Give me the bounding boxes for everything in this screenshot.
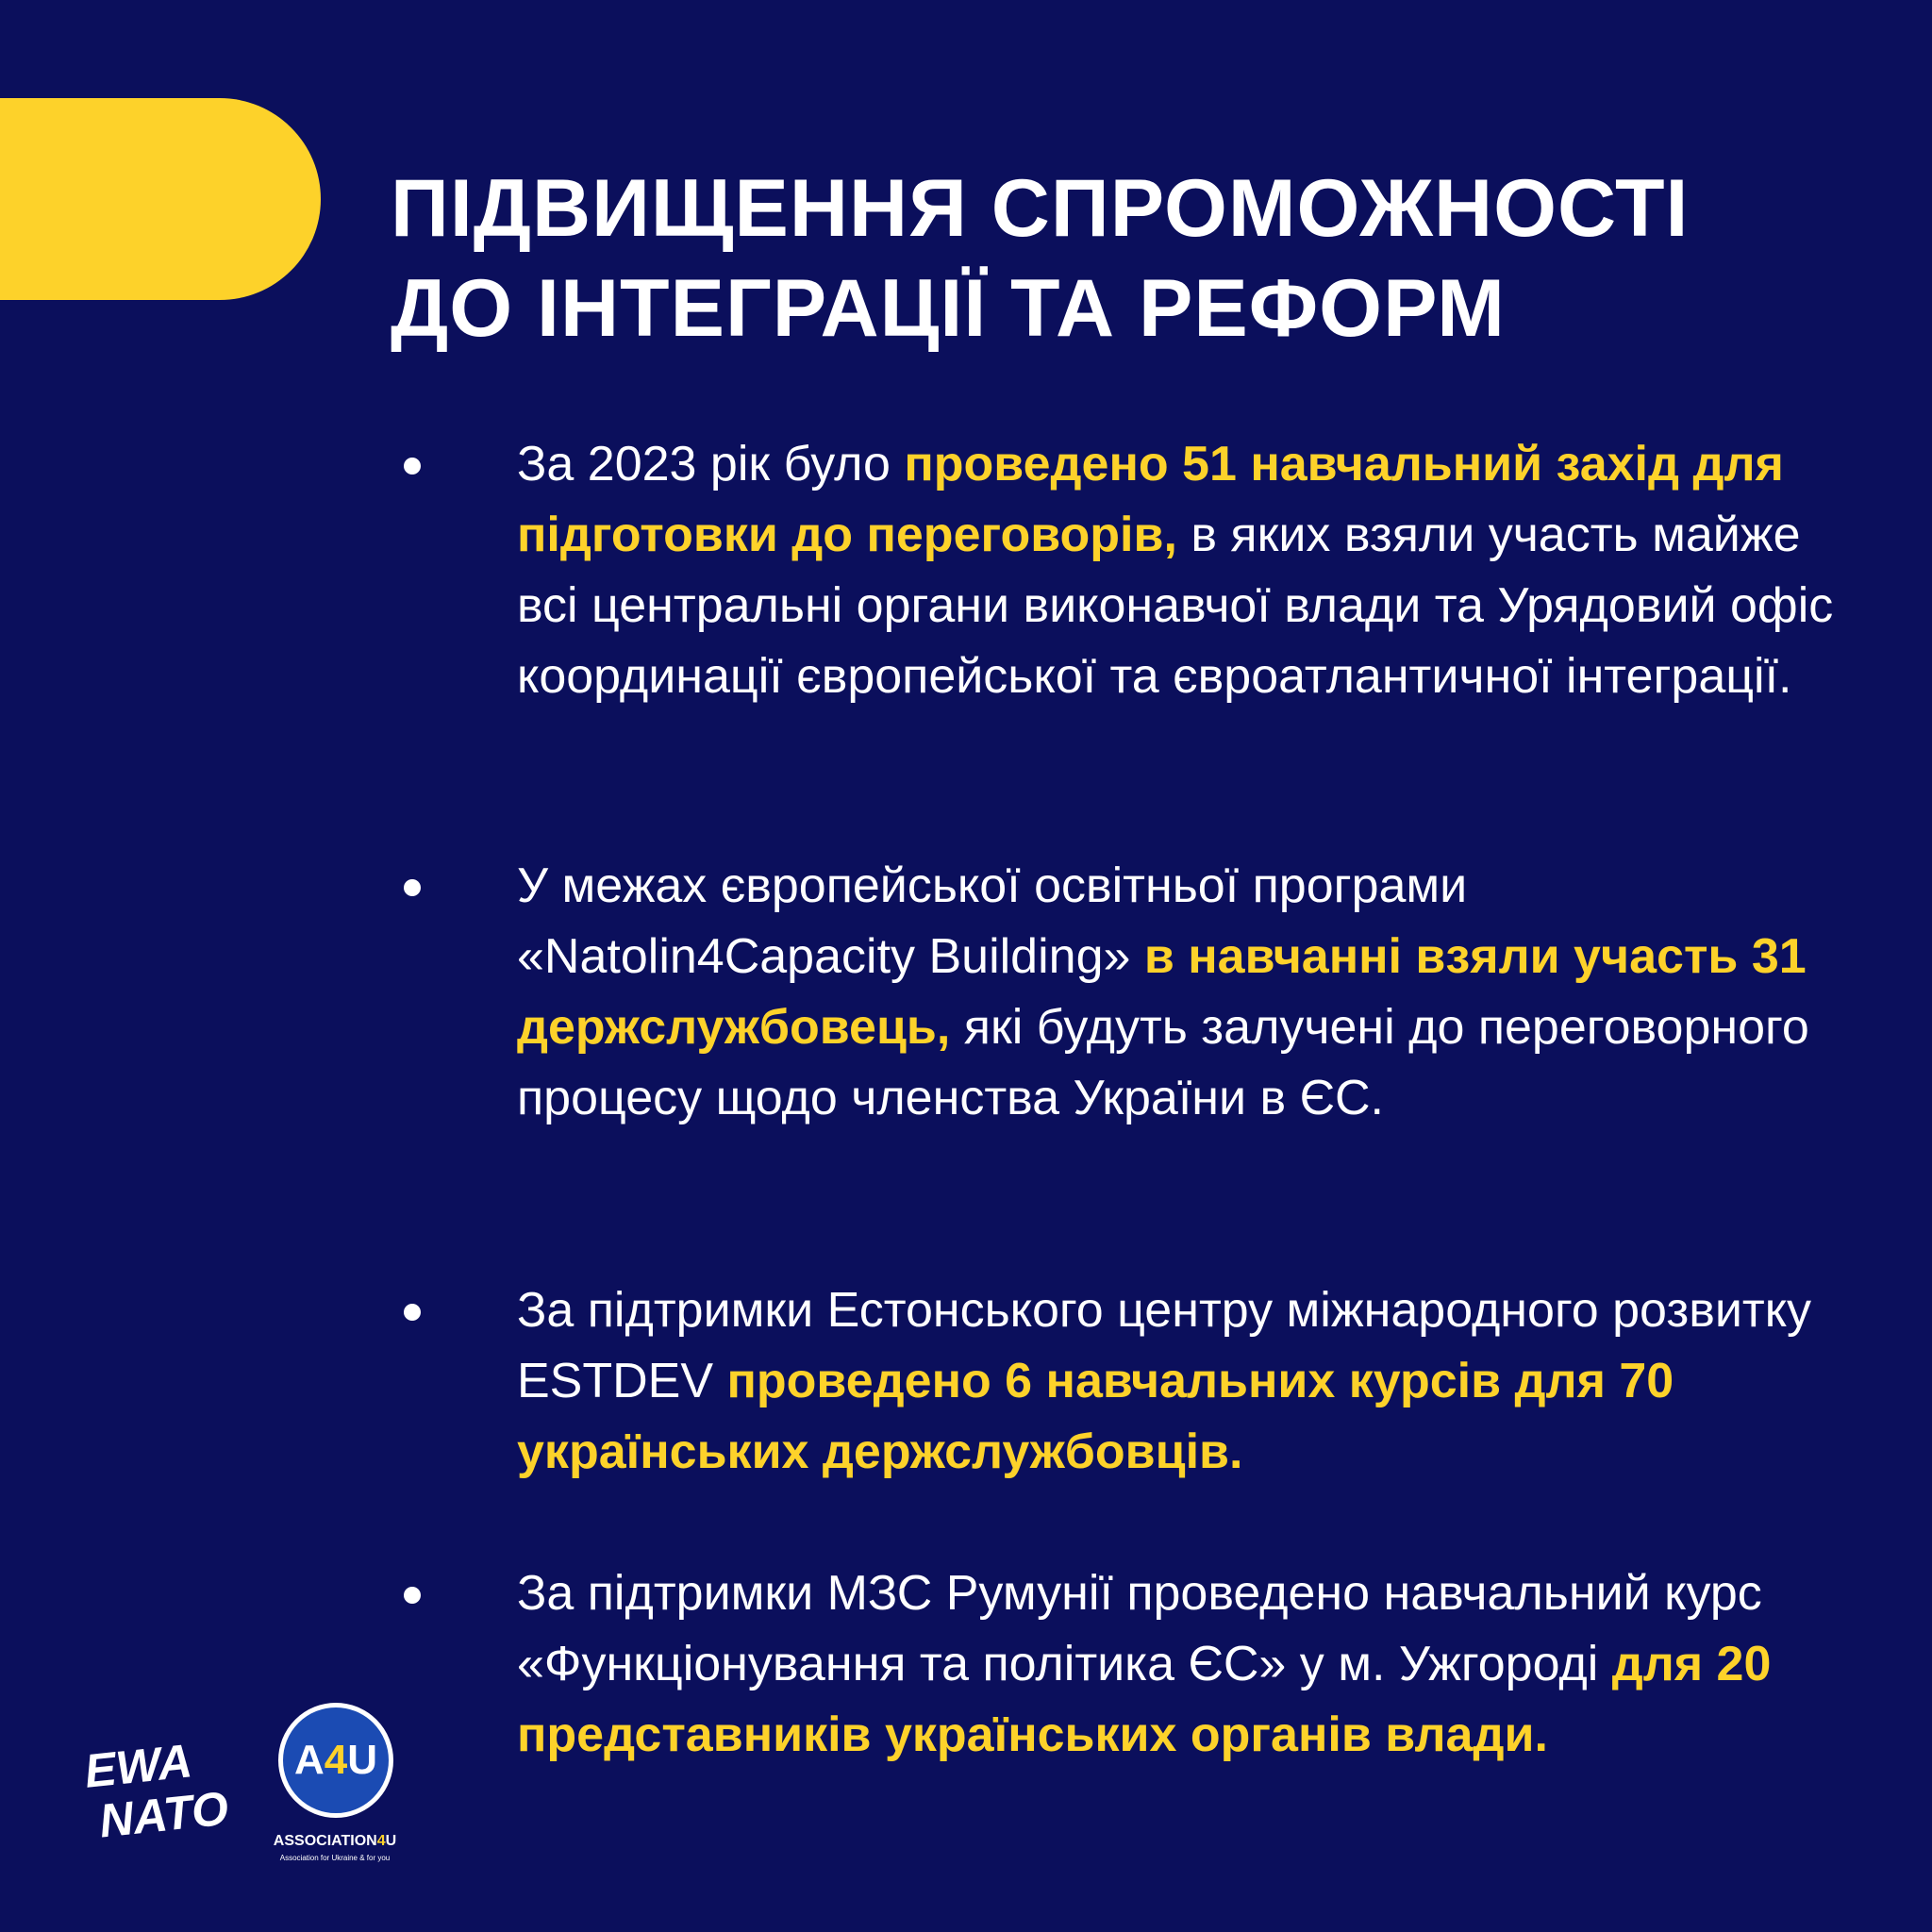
bullet-text: За підтримки МЗС Румунії проведено навчальний курс «Функціонування та політика ЄС» у м. Ужгороді — [517, 1566, 1762, 1691]
a4u-mark-a: A — [293, 1737, 325, 1783]
bullet-highlight: проведено 51 навчальний захід для підготовки до переговорів, — [517, 437, 1784, 562]
a4u-name-pre: ASSOCIATION — [273, 1833, 377, 1849]
title-line-1: ПІДВИЩЕННЯ СПРОМОЖНОСТІ — [391, 163, 1690, 254]
ewa-logo-line-2: NATO — [96, 1781, 231, 1848]
bullet-dot — [404, 879, 421, 896]
bullet-dot — [404, 1304, 421, 1321]
bullet-highlight: проведено 6 навчальних курсів для 70 українських держслужбовців. — [517, 1354, 1674, 1479]
a4u-name-4: 4 — [376, 1833, 386, 1849]
bullet-dot — [404, 1587, 421, 1604]
a4u-mark-4: 4 — [324, 1737, 348, 1783]
bullet-highlight: в навчанні взяли участь 31 держслужбовець, — [517, 929, 1807, 1055]
bullet-text: в яких взяли участь майже всі центральні органи виконавчої влади та Урядовий офіс координації європейської та євроатлантичної інтеграції. — [517, 508, 1834, 704]
bullet-text: які будуть залучені до переговорного процесу щодо членства України в ЄС. — [517, 1000, 1809, 1125]
bullet-dot — [404, 458, 421, 475]
bullet-text: За підтримки Естонського центру міжнародного розвитку ESTDEV — [517, 1283, 1812, 1408]
association4u-logo — [255, 1703, 415, 1868]
bullet-text: У межах європейської освітньої програми «Natolin4Capacity Building» — [517, 858, 1468, 984]
bullet-item-3 — [517, 1275, 1857, 1488]
bullet-item-1 — [517, 429, 1857, 712]
bullet-item-4 — [517, 1558, 1857, 1771]
ewa-logo-line-1: EWA — [81, 1734, 195, 1798]
ewa-nato-logo — [81, 1726, 231, 1849]
a4u-emblem — [278, 1703, 393, 1818]
title-line-2: ДО ІНТЕГРАЦІЇ ТА РЕФОРМ — [391, 263, 1506, 354]
a4u-name-post: U — [385, 1833, 397, 1849]
a4u-name — [255, 1833, 415, 1850]
a4u-tagline: Association for Ukraine & for you — [279, 1854, 391, 1862]
bullet-item-2 — [517, 851, 1857, 1134]
a4u-mark-u: U — [347, 1737, 378, 1783]
bullet-text: За 2023 рік було — [517, 437, 905, 491]
bullet-highlight: для 20 представників українських органів влади. — [517, 1637, 1772, 1762]
